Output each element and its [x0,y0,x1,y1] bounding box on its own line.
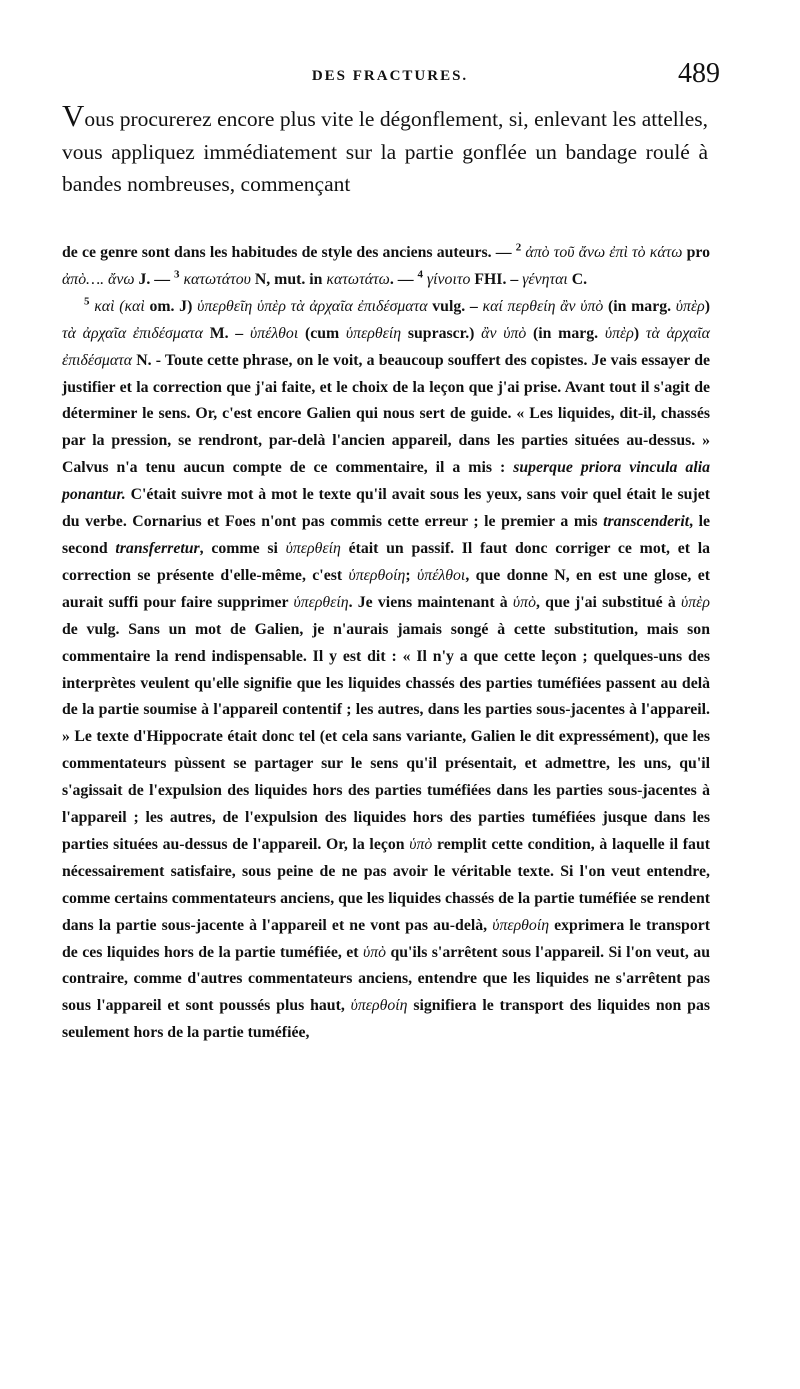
latin-citation: transferretur [115,539,200,557]
greek-text: κατωτάτω [326,270,390,288]
greek-text: ὑπὲρ [604,324,634,342]
note-text: suprascr.) [401,324,482,342]
greek-text: τὰ ἀρχαῖα ἐπιδέσματα [62,324,710,369]
greek-text: ὑπὸ [362,943,387,961]
note-text: N, mut. in [250,270,327,288]
greek-text: ὑπὸ [512,593,536,611]
greek-text: ὑπέλθοι [249,324,299,342]
greek-text: γίνοιτο [422,270,471,288]
footnote-number: 3 [174,268,180,281]
greek-text: ὑπέλθοι [417,566,466,584]
greek-text: γένηται [522,270,568,288]
note-text: . Je viens maintenant à [348,593,513,611]
greek-text: ὑπερθοίη [350,997,408,1015]
greek-text: ὑπερθείη [293,593,349,611]
note-text: exprimera le transport de ces liquides hors de la partie tuméfiée, et [62,916,710,961]
footnote-number: 4 [417,268,423,281]
greek-text: ἀπὸ τοῦ ἄνω ἐπὶ τὸ κάτω [521,244,683,261]
note-text: , que donne N, en est une glose, et aurait suffi pour faire supprimer [62,566,710,611]
dropcap: V [62,98,85,133]
greek-text: καί περθείη ἂν ὑπὸ [482,297,604,315]
greek-text: ὑπερθείη [285,539,341,557]
greek-text: ὑπερθείη [345,324,402,342]
note-text: (in marg. [603,297,676,315]
note-text: ; [405,566,418,584]
note-text: qu'ils s'arrêtent sous l'appareil. Si l'on veut, au contraire, comme d'autres commentateurs anciens, entendre que les liquides ne s'arrêtent pas sous l'appareil et sont poussés plus haut, [62,943,710,1015]
note-text: N. - Toute cette phrase, on le voit, a beaucoup souffert des copistes. Je vais essayer de justifier et la correction que j'ai faite, et le choix de la leçon que j'ai prise. Avant tout il s'agit de déterminer le sens. Or, c'est encore Galien qui nous sert de guide. « Les liquides, dit-il, chassés par la pression, se rendront, par-delà l'ancien appareil, dans les parties situées au-dessus. » Calvus n'a tenu aucun compte de ce commentaire, il a mis : [62,351,710,477]
note-text: était un passif. Il faut donc corriger ce mot, et la correction se présente d'elle-même, c'est [62,539,710,584]
greek-text: κατωτάτου [179,270,251,288]
greek-text: ὑπὲρ [681,593,710,611]
note-text: ) [704,297,711,315]
note-paragraph [62,294,710,1047]
greek-text: ὑπερθεῖη ὑπὲρ τὰ ἀρχαῖα ἐπιδέσματα [197,297,428,315]
note-text: de vulg. Sans un mot de Galien, je n'aurais jamais songé à cette substitution, mais son commentaire la rend indispensable. Il y est dit : « Il n'y a que cette leçon ; quelques-uns des interprètes veulent qu'elle signifie que les liquides chassés des parties tuméfiées passent au delà de la partie soumise à l'appareil contentif ; les autres, dans les parties sous-jacentes à l'appareil. » Le texte d'Hippocrate était donc tel (et cela sans variante, Galien le dit expressément), que les commentateurs pùssent se partager sur le sens qu'il présentait, et admettre, les uns, qu'il s'agissait de l'expulsion des liquides hors des parties tuméfiées dans les parties sous-jacentes à l'appareil ; les autres, de l'expulsion des liquides hors des parties tuméfiées jusque dans les parties situées au-dessus de l'appareil. Or, la leçon [62,620,710,853]
note-text: , que j'ai substitué à [536,593,682,611]
greek-text: ὑπερθοίη [348,566,406,584]
page-number: 489 [678,58,720,89]
greek-text: ὑπερθοίη [492,916,550,934]
latin-citation: superque priora vincula alia ponantur. [62,459,711,504]
footnotes [62,240,710,1047]
note-text: J. — [134,270,175,288]
note-paragraph [62,240,710,294]
greek-text: ἀπὸ…. ἄνω [62,270,135,288]
note-text: , comme si [199,539,286,557]
greek-text: τὰ ἀρχαῖα ἐπιδέσματα [62,324,203,342]
note-text: signifiera le transport des liquides non pas seulement hors de la partie tuméfiée, [62,997,710,1042]
note-text: (in marg. [526,324,605,342]
note-text: de ce genre sont dans les habitudes de style des anciens auteurs. — [62,244,516,261]
note-text: vulg. – [427,297,483,315]
running-head [60,58,720,94]
main-text-paragraph [62,100,708,201]
note-text: C. [567,270,588,288]
note-text: om. J) [144,297,198,315]
note-text: (cum [298,324,346,342]
note-text: pro [682,244,711,261]
footnote-number: 2 [515,241,522,254]
greek-text: καὶ (καὶ [89,297,145,315]
note-text: M. – [202,324,250,342]
running-title: DES FRACTURES. [311,68,469,84]
note-text: , le second [62,513,710,557]
greek-text: ὑπὲρ [675,297,705,315]
latin-citation: transcenderit [603,513,690,531]
greek-text: ἂν ὑπὸ [481,324,527,342]
greek-text: ὑπὸ [409,835,433,853]
footnote-number: 5 [84,295,90,308]
main-text-body: ous procurerez encore plus vite le dégonflement, si, enlevant les attelles, vous appliquez immédiatement sur la partie gonflée un bandage roulé à bandes nombreuses, commençant [62,107,708,196]
note-text: remplit cette condition, à laquelle il faut nécessairement satisfaire, sous peine de ne pas avoir le véritable texte. Si l'on veut entendre, comme certains commentateurs anciens, que les liquides chassés de la partie tuméfiée se rendent dans la partie sous-jacente à l'appareil et ne vont pas au-delà, [62,835,710,934]
note-text: FHI. – [470,270,523,288]
note-text: C'était suivre mot à mot le texte qu'il avait sous les yeux, sans voir quel était le sujet du verbe. Cornarius et Foes n'ont pas commis cette erreur ; le premier a mis [62,486,710,531]
note-text: ) [633,324,646,342]
note-text: . — [389,270,418,288]
